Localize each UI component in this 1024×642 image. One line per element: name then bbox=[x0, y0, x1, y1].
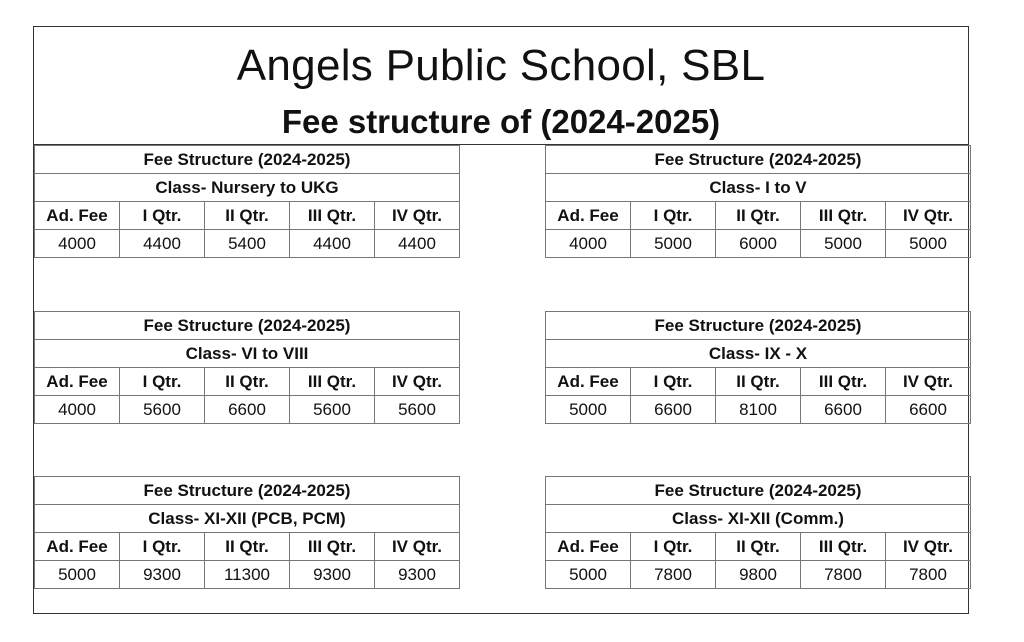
col-q2: II Qtr. bbox=[716, 368, 801, 396]
fee-table-vi-viii bbox=[34, 311, 460, 424]
table-heading: Fee Structure (2024-2025) bbox=[35, 312, 460, 340]
col-ad-fee: Ad. Fee bbox=[546, 202, 631, 230]
document-subtitle: Fee structure of (2024-2025) bbox=[281, 103, 721, 140]
col-q3: III Qtr. bbox=[290, 533, 375, 561]
cell-q2: 11300 bbox=[205, 561, 290, 589]
cell-ad-fee: 5000 bbox=[546, 561, 631, 589]
cell-q3: 5600 bbox=[290, 396, 375, 424]
cell-q4: 9300 bbox=[375, 561, 460, 589]
col-q2: II Qtr. bbox=[205, 202, 290, 230]
cell-q1: 5000 bbox=[631, 230, 716, 258]
class-label: Class- IX - X bbox=[546, 340, 971, 368]
cell-q2: 5400 bbox=[205, 230, 290, 258]
cell-q1: 7800 bbox=[631, 561, 716, 589]
cell-q3: 6600 bbox=[801, 396, 886, 424]
col-q1: I Qtr. bbox=[631, 202, 716, 230]
col-q4: IV Qtr. bbox=[886, 533, 971, 561]
table-row bbox=[546, 396, 971, 424]
col-q3: III Qtr. bbox=[801, 368, 886, 396]
col-ad-fee: Ad. Fee bbox=[546, 533, 631, 561]
col-q1: I Qtr. bbox=[631, 533, 716, 561]
table-heading: Fee Structure (2024-2025) bbox=[35, 146, 460, 174]
col-q3: III Qtr. bbox=[801, 533, 886, 561]
header-row bbox=[546, 202, 971, 230]
cell-q4: 6600 bbox=[886, 396, 971, 424]
cell-q2: 6600 bbox=[205, 396, 290, 424]
cell-q1: 6600 bbox=[631, 396, 716, 424]
table-row bbox=[35, 396, 460, 424]
col-q3: III Qtr. bbox=[290, 202, 375, 230]
cell-q4: 5000 bbox=[886, 230, 971, 258]
cell-q1: 4400 bbox=[120, 230, 205, 258]
cell-q3: 9300 bbox=[290, 561, 375, 589]
col-q2: II Qtr. bbox=[205, 368, 290, 396]
cell-ad-fee: 5000 bbox=[35, 561, 120, 589]
cell-q2: 9800 bbox=[716, 561, 801, 589]
col-q1: I Qtr. bbox=[631, 368, 716, 396]
fee-table-i-v bbox=[545, 145, 971, 258]
header-row bbox=[35, 368, 460, 396]
cell-q1: 9300 bbox=[120, 561, 205, 589]
cell-ad-fee: 4000 bbox=[546, 230, 631, 258]
cell-q3: 4400 bbox=[290, 230, 375, 258]
fee-table-xi-xii-commerce bbox=[545, 476, 971, 589]
cell-q3: 5000 bbox=[801, 230, 886, 258]
col-q2: II Qtr. bbox=[716, 202, 801, 230]
header-row bbox=[35, 533, 460, 561]
cell-ad-fee: 4000 bbox=[35, 230, 120, 258]
table-heading: Fee Structure (2024-2025) bbox=[35, 477, 460, 505]
table-row bbox=[35, 561, 460, 589]
cell-ad-fee: 4000 bbox=[35, 396, 120, 424]
class-label: Class- VI to VIII bbox=[35, 340, 460, 368]
class-label: Class- XI-XII (PCB, PCM) bbox=[35, 505, 460, 533]
col-q2: II Qtr. bbox=[716, 533, 801, 561]
cell-q1: 5600 bbox=[120, 396, 205, 424]
table-row bbox=[546, 561, 971, 589]
fee-table-ix-x bbox=[545, 311, 971, 424]
cell-q4: 7800 bbox=[886, 561, 971, 589]
cell-q2: 8100 bbox=[716, 396, 801, 424]
header-row bbox=[546, 368, 971, 396]
cell-q3: 7800 bbox=[801, 561, 886, 589]
col-q3: III Qtr. bbox=[801, 202, 886, 230]
col-q4: IV Qtr. bbox=[886, 368, 971, 396]
col-q2: II Qtr. bbox=[205, 533, 290, 561]
table-row bbox=[546, 230, 971, 258]
header-row bbox=[35, 202, 460, 230]
col-q3: III Qtr. bbox=[290, 368, 375, 396]
school-title: Angels Public School, SBL bbox=[236, 41, 766, 90]
header-row bbox=[546, 533, 971, 561]
fee-table-xi-xii-science bbox=[34, 476, 460, 589]
col-q4: IV Qtr. bbox=[375, 368, 460, 396]
fee-table-nursery-ukg bbox=[34, 145, 460, 258]
col-q1: I Qtr. bbox=[120, 368, 205, 396]
col-ad-fee: Ad. Fee bbox=[35, 533, 120, 561]
col-ad-fee: Ad. Fee bbox=[35, 368, 120, 396]
table-heading: Fee Structure (2024-2025) bbox=[546, 146, 971, 174]
table-heading: Fee Structure (2024-2025) bbox=[546, 312, 971, 340]
col-ad-fee: Ad. Fee bbox=[546, 368, 631, 396]
col-q1: I Qtr. bbox=[120, 202, 205, 230]
class-label: Class- XI-XII (Comm.) bbox=[546, 505, 971, 533]
cell-q4: 5600 bbox=[375, 396, 460, 424]
col-q4: IV Qtr. bbox=[375, 202, 460, 230]
col-ad-fee: Ad. Fee bbox=[35, 202, 120, 230]
col-q4: IV Qtr. bbox=[886, 202, 971, 230]
col-q4: IV Qtr. bbox=[375, 533, 460, 561]
class-label: Class- I to V bbox=[546, 174, 971, 202]
table-heading: Fee Structure (2024-2025) bbox=[546, 477, 971, 505]
class-label: Class- Nursery to UKG bbox=[35, 174, 460, 202]
col-q1: I Qtr. bbox=[120, 533, 205, 561]
cell-q4: 4400 bbox=[375, 230, 460, 258]
table-row bbox=[35, 230, 460, 258]
cell-ad-fee: 5000 bbox=[546, 396, 631, 424]
cell-q2: 6000 bbox=[716, 230, 801, 258]
